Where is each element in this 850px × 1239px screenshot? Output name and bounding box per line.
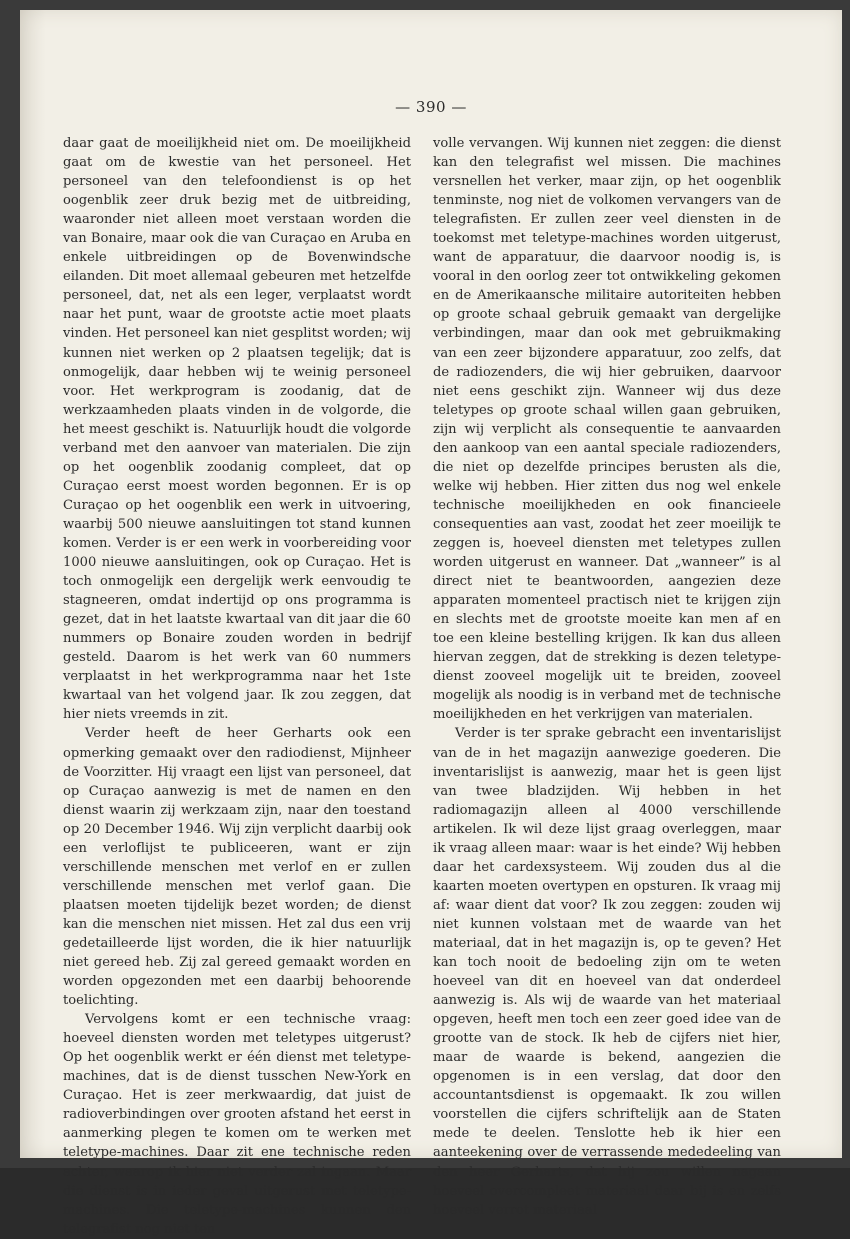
right-paragraph-2: Verder is ter sprake gebracht een inventarislijst van de in het magazijn aanwezige goederen. Die inventarislijst is aanwezig, maar het is geen lijst van twee bladzijden. Wij hebben in het radiomagazijn alleen al 4000 verschillende artikelen. Ik wil deze lijst graag overleggen, maar ik vraag alleen maar: waar is het einde? Wij hebben daar het cardexsysteem. Wij zouden dus al die kaarten moeten overtypen en opsturen. Ik vraag mij af: waar dient dat voor? Ik zou zeggen: zouden wij niet kunnen volstaan met de waarde van het materiaal, dat in het magazijn is, op te geven? Het kan toch nooit de bedoeling zijn om te weten hoeveel van dit en hoeveel van dat onderdeel aanwezig is. Als wij de waarde van het materiaal opgeven, heeft men toch een zeer goed idee van de grootte van de stock. Ik heb de cijfers niet hier, maar de waarde is bekend, aangezien die opgenomen is in een verslag, dat door den accountantsdienst is opgemaakt. Ik zou willen voorstellen die cijfers schriftelijk aan de Staten mede te deelen. Tenslotte heb ik hier een aanteekening over de verrassende mededeeling van den heer Gerharts, dat hij zou willen nagaan hoeveel overcompleet materiaal daar bij is en zelfs hoeveel verrot materiaal — [433, 726, 781, 1218]
right-column — [433, 134, 781, 1220]
page-number: — 390 — — [395, 98, 467, 116]
page-fold-shadow — [20, 10, 46, 1158]
left-paragraph-2: Verder heeft de heer Gerharts ook een opmerking gemaakt over den radiodienst, Mijnheer de Voorzitter. Hij vraagt een lijst van personeel, dat op Curaçao aanwezig is met de namen en den dienst waarin zij werkzaam zijn, naar den toestand op 20 December 1946. Wij zijn verplicht daarbij ook een verloflijst te publiceeren, want er zijn verschillende menschen met verlof en er zullen verschillende menschen met verlof gaan. Die plaatsen moeten tijdelijk bezet worden; de dienst kan die menschen niet missen. Het zal dus een vrij gedetailleerde lijst worden, die ik hier natuurlijk niet gereed heb. Zij zal gereed gemaakt worden en worden opgezonden met een daarbij behoorende toelichting. — [63, 726, 411, 1009]
left-paragraph-1: daar gaat de moeilijkheid niet om. De moeilijkheid gaat om de kwestie van het personeel. Het personeel van den telefoondienst is op het oogenblik zeer druk bezig met de uitbreiding, waaronder niet alleen moet verstaan worden die van Bonaire, maar ook die van Curaçao en Aruba en enkele uitbreidingen op de Bovenwindsche eilanden. Dit moet allemaal gebeuren met hetzelfde personeel, dat, net als een leger, verplaatst wordt naar het punt, waar de grootste actie moet plaats vinden. Het personeel kan niet gesplitst worden; wij kunnen niet werken op 2 plaatsen tegelijk; dat is onmogelijk, daar hebben wij te weinig personeel voor. Het werkprogram is zoodanig, dat de werkzaamheden plaats vinden in de volgorde, die het meest geschikt is. Natuurlijk houdt die volgorde verband met den aanvoer van materialen. Die zijn op het oogenblik zoodanig compleet, dat op Curaçao eerst moest worden begonnen. Er is op Curaçao op het oogenblik een werk in uitvoering, waarbij 500 nieuwe aansluitingen tot stand kunnen komen. Verder is er een werk in voorbereiding voor 1000 nieuwe aansluitingen, ook op Curaçao. Het is toch onmogelijk een dergelijk werk eenvoudig te stagneeren, omdat indertijd op ons programma is gezet, dat in het laatste kwartaal van dit jaar die 60 nummers op Bonaire zouden worden in bedrijf gesteld. Daarom is het werk van 60 nummers verplaatst in het werkprogramma naar het 1ste kwartaal van het volgend jaar. Ik zou zeggen, dat hier niets vreemds in zit. — [63, 136, 411, 723]
document-page — [20, 10, 842, 1237]
left-column — [63, 134, 411, 1239]
right-paragraph-1: volle vervangen. Wij kunnen niet zeggen: die dienst kan den telegrafist wel missen. Die machines versnellen het verker, maar zijn, op het oogenblik tenminste, nog niet de volkomen vervangers van de telegrafisten. Er zullen zeer veel diensten in de toekomst met teletype-machines worden uitgerust, want de apparatuur, die daarvoor noodig is, is vooral in den oorlog zeer tot ontwikkeling gekomen en de Amerikaansche militaire autoriteiten hebben op groote schaal gebruik gemaakt van dergelijke verbindingen, maar dan ook met gebruikmaking van een zeer bijzondere apparatuur, zoo zelfs, dat de radiozenders, die wij hier gebruiken, daarvoor niet eens geschikt zijn. Wanneer wij dus deze teletypes op groote schaal willen gaan gebruiken, zijn wij verplicht als consequentie te aanvaarden den aankoop van een aantal speciale radiozenders, die niet op dezelfde principes berusten als die, welke wij hebben. Hier zitten dus nog wel enkele technische moeilijkheden en ook financieele consequenties aan vast, zoodat het zeer moeilijk te zeggen is, hoeveel diensten met teletypes zullen worden uitgerust en wanneer. Dat „wanneer” is al direct niet te beantwoorden, aangezien deze apparaten momenteel practisch niet te krijgen zijn en slechts met de grootste moeite kan men af en toe een kleine bestelling krijgen. Ik kan dus alleen hiervan zeggen, dat de strekking is dezen teletype-dienst zooveel mogelijk uit te breiden, zooveel mogelijk als noodig is in verband met de technische moeilijkheden en het verkrijgen van materialen. — [433, 136, 781, 723]
left-paragraph-3: Vervolgens komt er een technische vraag: hoeveel diensten worden met teletypes uitgerust? Op het oogenblik werkt er één dienst met teletype-machines, dat is de dienst tusschen New-York en Curaçao. Het is zeer merkwaardig, dat juist de radioverbindingen over grooten afstand het eerst in aanmerking plegen te komen om te werken met teletype-machines. Daar zit ene technische reden achter, waarop ik hier niet verder zal ingaan. Maar die dienst is in ieder geval uitgerust met teletype-machines. Die teletype-machines kunnen den telegrafist nog niet ten — [63, 1012, 411, 1237]
